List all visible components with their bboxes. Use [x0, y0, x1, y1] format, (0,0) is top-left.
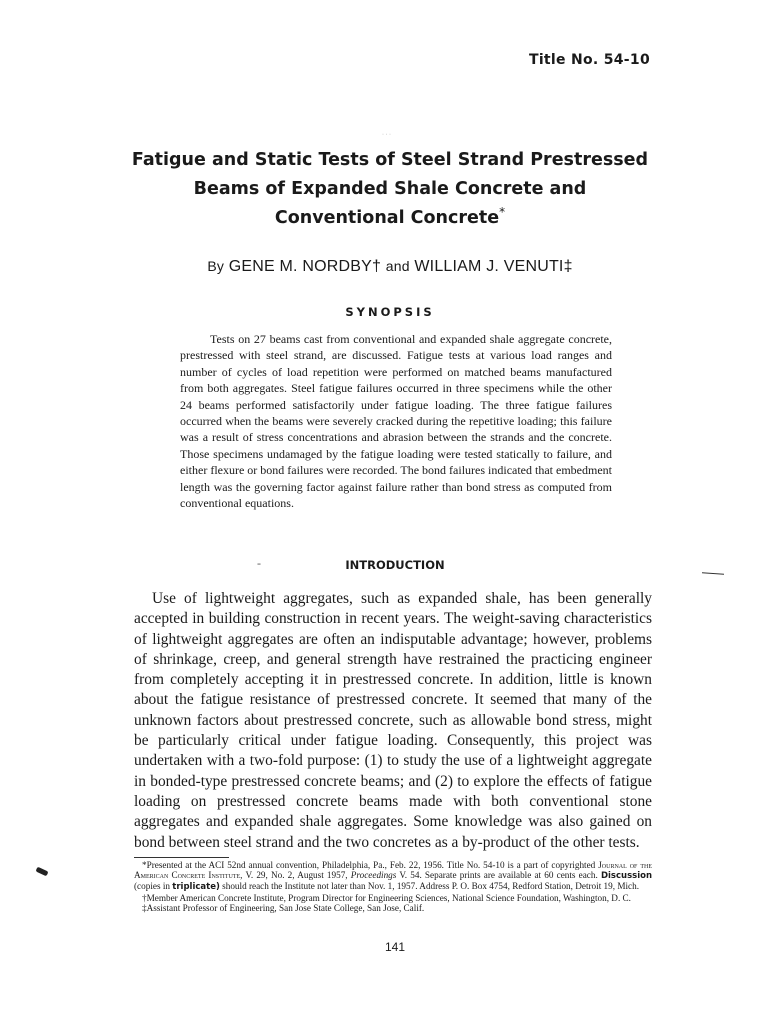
title-line-1: Fatigue and Static Tests of Steel Strand Prestressed	[131, 150, 649, 170]
author-2: WILLIAM J. VENUTI‡	[414, 258, 573, 275]
footnote-author-1: †Member American Concrete Institute, Program Director for Engineering Sciences, National Science Foundation, Washington, D. C.	[142, 892, 631, 903]
introduction-text: Use of lightweight aggregates, such as expanded shale, has been generally accepted in building construction in recent years. The weight-saving characteristics of lightweight aggregates are often an indisputable advantage; however, problems of shrinkage, creep, and general strength have restrained the practicing engineer from completely accepting it in prestressed concrete. In addition, little is known about the fatigue resistance of prestressed concrete. It seemed that many of the unknown factors about prestressed concrete, such as allowable bond stress, might be particularly critical under fatigue loading. Consequently, this project was undertaken with a two-fold purpose: (1) to study the use of a lightweight aggregate in bonded-type prestressed concrete beams; and (2) to explore the effects of fatigue loading on prestressed concrete beams made with both conventional stone aggregates and expanded shale aggregates. Some knowledge was also gained on bond between steel strand and the two concretes as a by-product of the other tests.	[134, 590, 652, 851]
scan-speck: · · ·	[382, 132, 391, 138]
footnote-presented: *Presented at the ACI 52nd annual convention, Philadelphia, Pa., Feb. 22, 1956. Title No. 54-10 is a part of copyrighted Journal of the American Concrete Institute, V. 29, No. 2, August 1957, Proceedings V. 54. Separate prints are available at 60 cents each. Discussion (copies in triplicate) should reach the Institute not later than Nov. 1, 1957. Address P. O. Box 4754, Redford Station, Detroit 19, Mich.	[134, 860, 652, 893]
margin-mark: -	[257, 556, 261, 570]
introduction-heading: INTRODUCTION	[345, 558, 445, 572]
author-line	[100, 258, 680, 276]
author-and: and	[385, 258, 410, 274]
margin-arrow-mark	[36, 867, 49, 877]
footnote-rule	[134, 857, 229, 858]
title-number: Title No. 54-10	[528, 52, 650, 68]
title-footnote-marker: *	[499, 205, 506, 220]
synopsis-heading: SYNOPSIS	[345, 305, 435, 319]
page-number: 141	[384, 940, 406, 954]
synopsis-text: Tests on 27 beams cast from conventional and expanded shale aggregate concrete, prestressed with steel strand, are discussed. Fatigue tests at various load ranges and number of cycles of load repetition were performed on matched beams manufactured from both aggregates. Steel fatigue failures occurred in three specimens while the other 24 beams performed satisfactorily under fatigue loading. The three fatigue failures occurred when the beams were severely cracked during the repetitive loading; this failure was a result of stress concentrations and abrasion between the strands and the concrete. Those specimens undamaged by the fatigue loading were tested statically to failure, and either flexure or bond failures were recorded. The bond failures indicated that embedment length was the governing factor against failure rather than bond stress as computed from conventional equations.	[180, 332, 612, 511]
footnote-author-2: ‡Assistant Professor of Engineering, San Jose State College, San Jose, Calif.	[142, 902, 425, 913]
paper-title	[100, 146, 680, 233]
margin-stroke	[702, 572, 724, 575]
footnotes	[134, 860, 652, 913]
title-line-3-text: Conventional Concrete	[274, 208, 500, 228]
author-by: By	[207, 258, 225, 274]
title-line-2: Beams of Expanded Shale Concrete and	[193, 179, 587, 199]
title-line-3	[100, 204, 680, 233]
author-1: GENE M. NORDBY†	[228, 258, 382, 275]
